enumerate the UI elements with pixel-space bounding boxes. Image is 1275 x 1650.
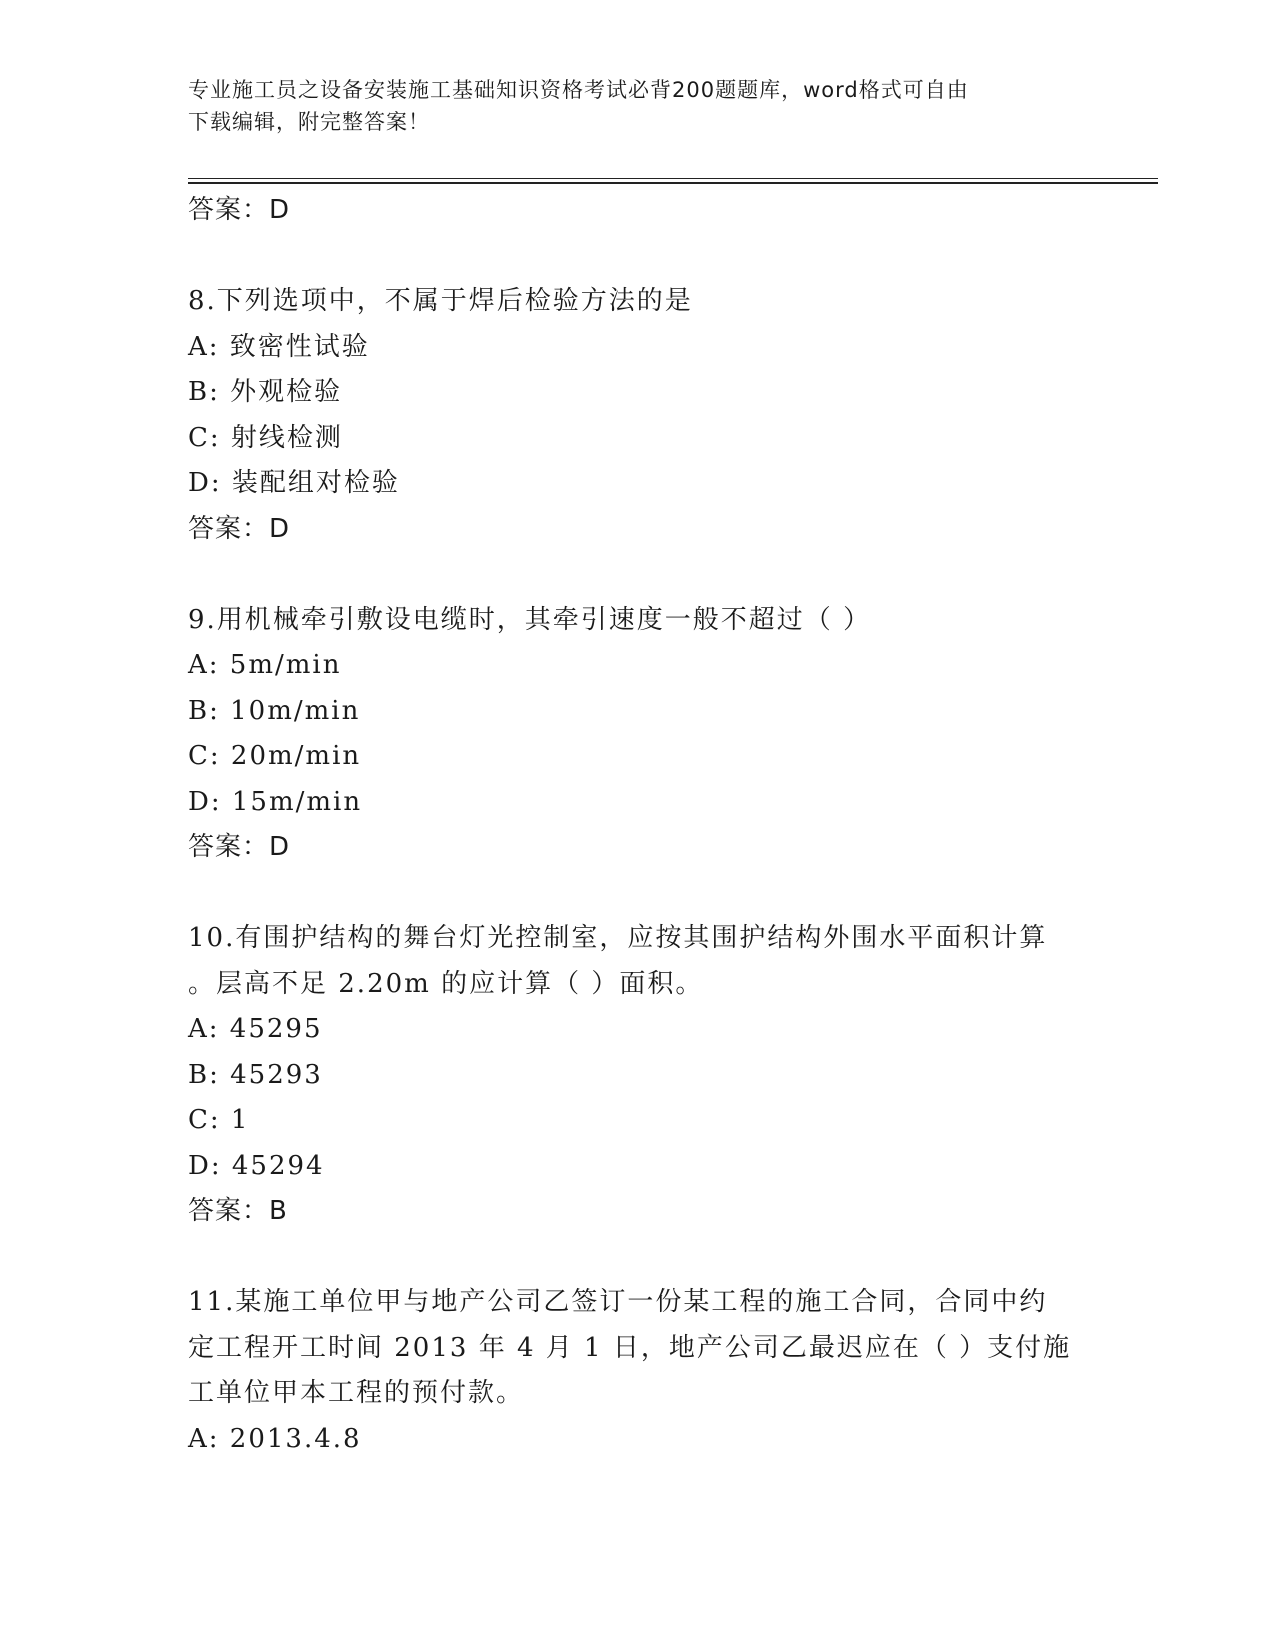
question-text-line-2: 。层高不足 2.20m 的应计算（ ）面积。: [188, 968, 704, 999]
option-d: D: 15m/min: [188, 786, 363, 817]
answer-q8: 答案：D: [188, 513, 291, 544]
header-line-1: 专业施工员之设备安装施工基础知识资格考试必背200题题库，word格式可自由: [188, 78, 969, 102]
spacer: [188, 871, 1088, 917]
spacer: [188, 552, 1088, 598]
answer-q10: 答案：B: [188, 1196, 288, 1226]
question-text-line-2: 定工程开工时间 2013 年 4 月 1 日，地产公司乙最迟应在（ ）支付施: [188, 1332, 1072, 1363]
option-a: A: 45295: [188, 1014, 323, 1044]
option-c: C: 20m/min: [188, 741, 362, 771]
question-block-9: [188, 598, 1088, 871]
option-d: D: 45294: [188, 1150, 325, 1181]
document-header: [188, 74, 1088, 138]
question-list: [188, 188, 1088, 1462]
option-a: A: 致密性试验: [188, 331, 370, 362]
option-b: B: 45293: [188, 1059, 323, 1090]
question-text-line-1: 10.有围护结构的舞台灯光控制室，应按其围护结构外围水平面积计算: [188, 923, 1048, 953]
question-text: 9.用机械牵引敷设电缆时，其牵引速度一般不超过（ ）: [188, 604, 872, 635]
question-block-11: [188, 1280, 1088, 1462]
question-text-line-3: 工单位甲本工程的预付款。: [188, 1378, 525, 1408]
option-a: A: 2013.4.8: [188, 1423, 362, 1454]
question-text-line-1: 11.某施工单位甲与地产公司乙签订一份某工程的施工合同，合同中约: [188, 1287, 1048, 1317]
header-divider-thin: [188, 178, 1158, 179]
option-b: B: 10m/min: [188, 695, 361, 726]
answer-q9: 答案：D: [188, 832, 291, 862]
option-b: B: 外观检验: [188, 377, 343, 407]
question-block-8: [188, 279, 1088, 552]
spacer: [188, 234, 1088, 280]
option-a: A: 5m/min: [188, 650, 342, 680]
option-c: C: 射线检测: [188, 422, 343, 453]
option-c: C: 1: [188, 1105, 250, 1135]
spacer: [188, 1235, 1088, 1281]
option-d: D: 装配组对检验: [188, 468, 400, 498]
answer-q7: 答案：D: [188, 195, 291, 225]
question-block-10: [188, 916, 1088, 1235]
header-line-2: 下载编辑，附完整答案！: [188, 110, 430, 134]
header-divider-thick: [188, 182, 1158, 184]
question-text: 8.下列选项中，不属于焊后检验方法的是: [188, 286, 693, 316]
